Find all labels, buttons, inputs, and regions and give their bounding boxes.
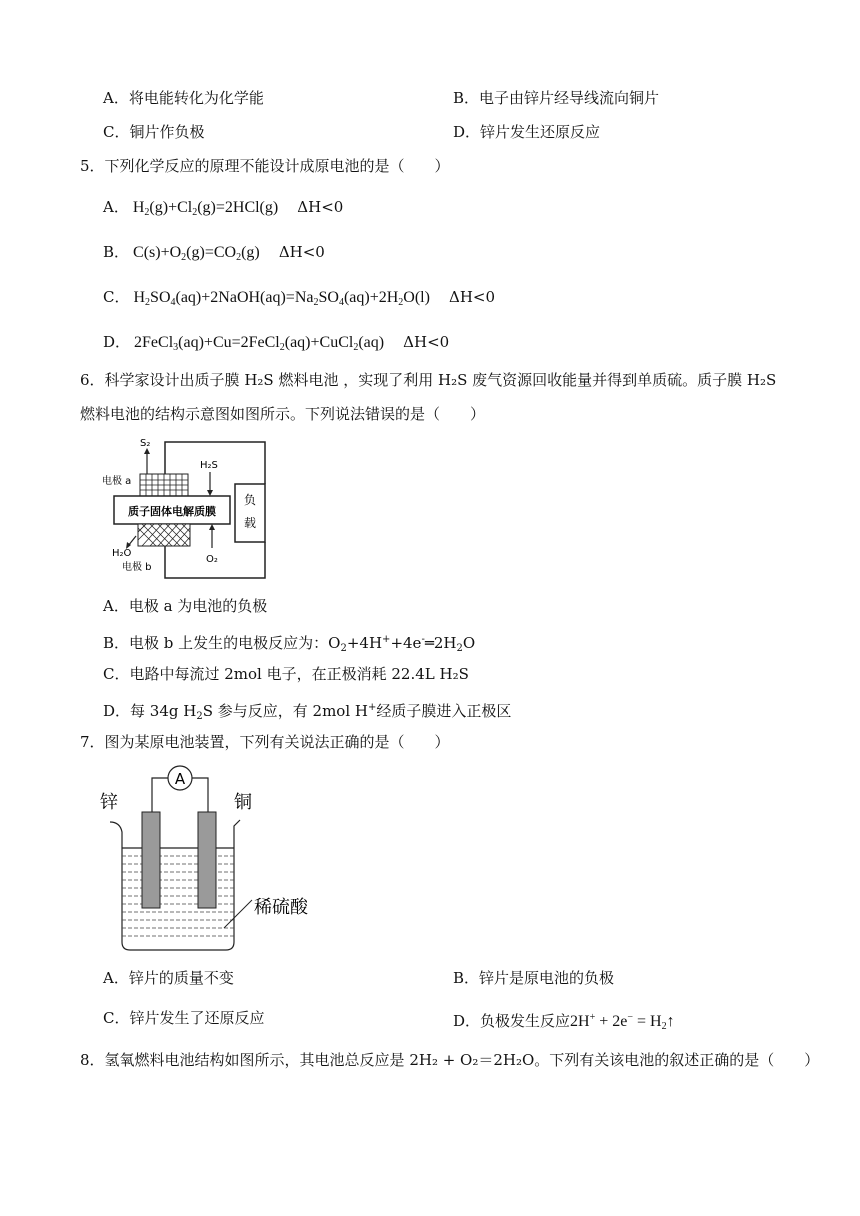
q5-option-c-formula: $H_2SO_4(aq)+2NaOH(aq)=Na_2SO_4(aq)+2H_2O(l)$: [129, 289, 430, 308]
beaker: [110, 820, 240, 950]
q4-option-a: A．将电能转化为化学能: [103, 89, 264, 107]
q5-option-c-label: C．: [103, 288, 130, 306]
q5-option-d-dh: ΔH<0: [403, 333, 450, 351]
q5-option-a: [103, 197, 343, 223]
load-label-2: 载: [243, 516, 257, 530]
q6-stem-line2: 燃料电池的结构示意图如图所示。下列说法错误的是（ ）: [80, 405, 486, 423]
q6-option-d: D．每 34g $H_2S$ 参与反应，有 2mol H+经质子膜进入正极区: [103, 702, 512, 722]
acid-label: 稀硫酸: [254, 897, 308, 918]
h2o-label: H₂O: [112, 548, 132, 559]
copper-electrode: [198, 812, 216, 908]
q7-option-a: A．锌片的质量不变: [103, 969, 234, 987]
electrode-b-label: 电极 b: [122, 562, 152, 573]
q6-option-c: C．电路中每流过 2mol 电子，在正极消耗 22.4L H₂S: [103, 665, 469, 683]
q7-option-b: B．锌片是原电池的负极: [453, 969, 615, 987]
q5-option-d: [103, 332, 449, 358]
zinc-label: 锌: [100, 792, 118, 813]
q7-stem: 7．图为某原电池装置，下列有关说法正确的是（ ）: [80, 733, 450, 751]
electrode-b: [138, 524, 190, 546]
electrode-a-label: 电极 a: [102, 476, 132, 487]
copper-label: 铜: [234, 792, 252, 813]
q6-option-b: B．电极 b 上发生的电极反应为：$O_2+4H^++4e^-═2H_2O$: [103, 634, 476, 654]
ammeter-label: A: [174, 770, 186, 788]
q4-option-d: D．锌片发生还原反应: [453, 123, 601, 141]
q5-option-c-dh: ΔH<0: [449, 288, 496, 306]
q6-option-a: A．电极 a 为电池的负极: [103, 597, 268, 615]
o2-label: O₂: [206, 554, 218, 565]
q5-option-b-label: B．: [103, 243, 130, 261]
q5-option-a-label: A．: [103, 198, 129, 216]
q7-option-d-formula: $2H^+ + 2e^- = H_2↑$: [570, 1012, 675, 1032]
q5-stem: 5．下列化学反应的原理不能设计成原电池的是（ ）: [80, 157, 450, 175]
q5-option-a-dh: ΔH<0: [297, 198, 344, 216]
q7-option-d: [453, 1008, 675, 1037]
q5-option-b-formula: $C(s)+O_2(g)=CO_2(g)$: [129, 244, 260, 263]
q5-option-b-dh: ΔH<0: [278, 243, 325, 261]
zinc-electrode: [142, 812, 160, 908]
q7-option-c: C．锌片发生了还原反应: [103, 1009, 265, 1027]
q6-stem-line1: 6．科学家设计出质子膜 H₂S 燃料电池 ，实现了利用 H₂S 废气资源回收能量并得到单质硫。质子膜 H₂S: [80, 371, 777, 389]
q5-option-a-formula: $H_2(g)+Cl_2(g)=2HCl(g)$: [128, 199, 279, 218]
q7-option-d-label: D．负极发生反应: [453, 1012, 571, 1030]
q5-option-b: [103, 242, 325, 268]
s2-label: S₂: [140, 438, 151, 449]
q6-fuel-cell-diagram: [100, 432, 280, 582]
h2s-label: H₂S: [200, 460, 218, 471]
q8-stem: 8．氢氧燃料电池结构如图所示，其电池总反应是 2H₂ + O₂＝2H₂O。下列有关该电池的叙述正确的是（ ）: [80, 1051, 820, 1069]
q4-option-b: B．电子由锌片经导线流向铜片: [453, 89, 660, 107]
q7-galvanic-cell-diagram: [96, 762, 336, 958]
q5-option-d-formula: 2FeCl$_3$(aq)+Cu=2FeCl$_2$(aq)+CuCl$_2$(aq): [130, 334, 385, 353]
q5-option-d-label: D．: [103, 333, 131, 351]
q4-option-c: C．铜片作负极: [103, 123, 205, 141]
load-label-1: 负: [243, 493, 257, 507]
q5-option-c: [103, 287, 495, 313]
membrane-label: 质子固体电解质膜: [128, 505, 216, 518]
